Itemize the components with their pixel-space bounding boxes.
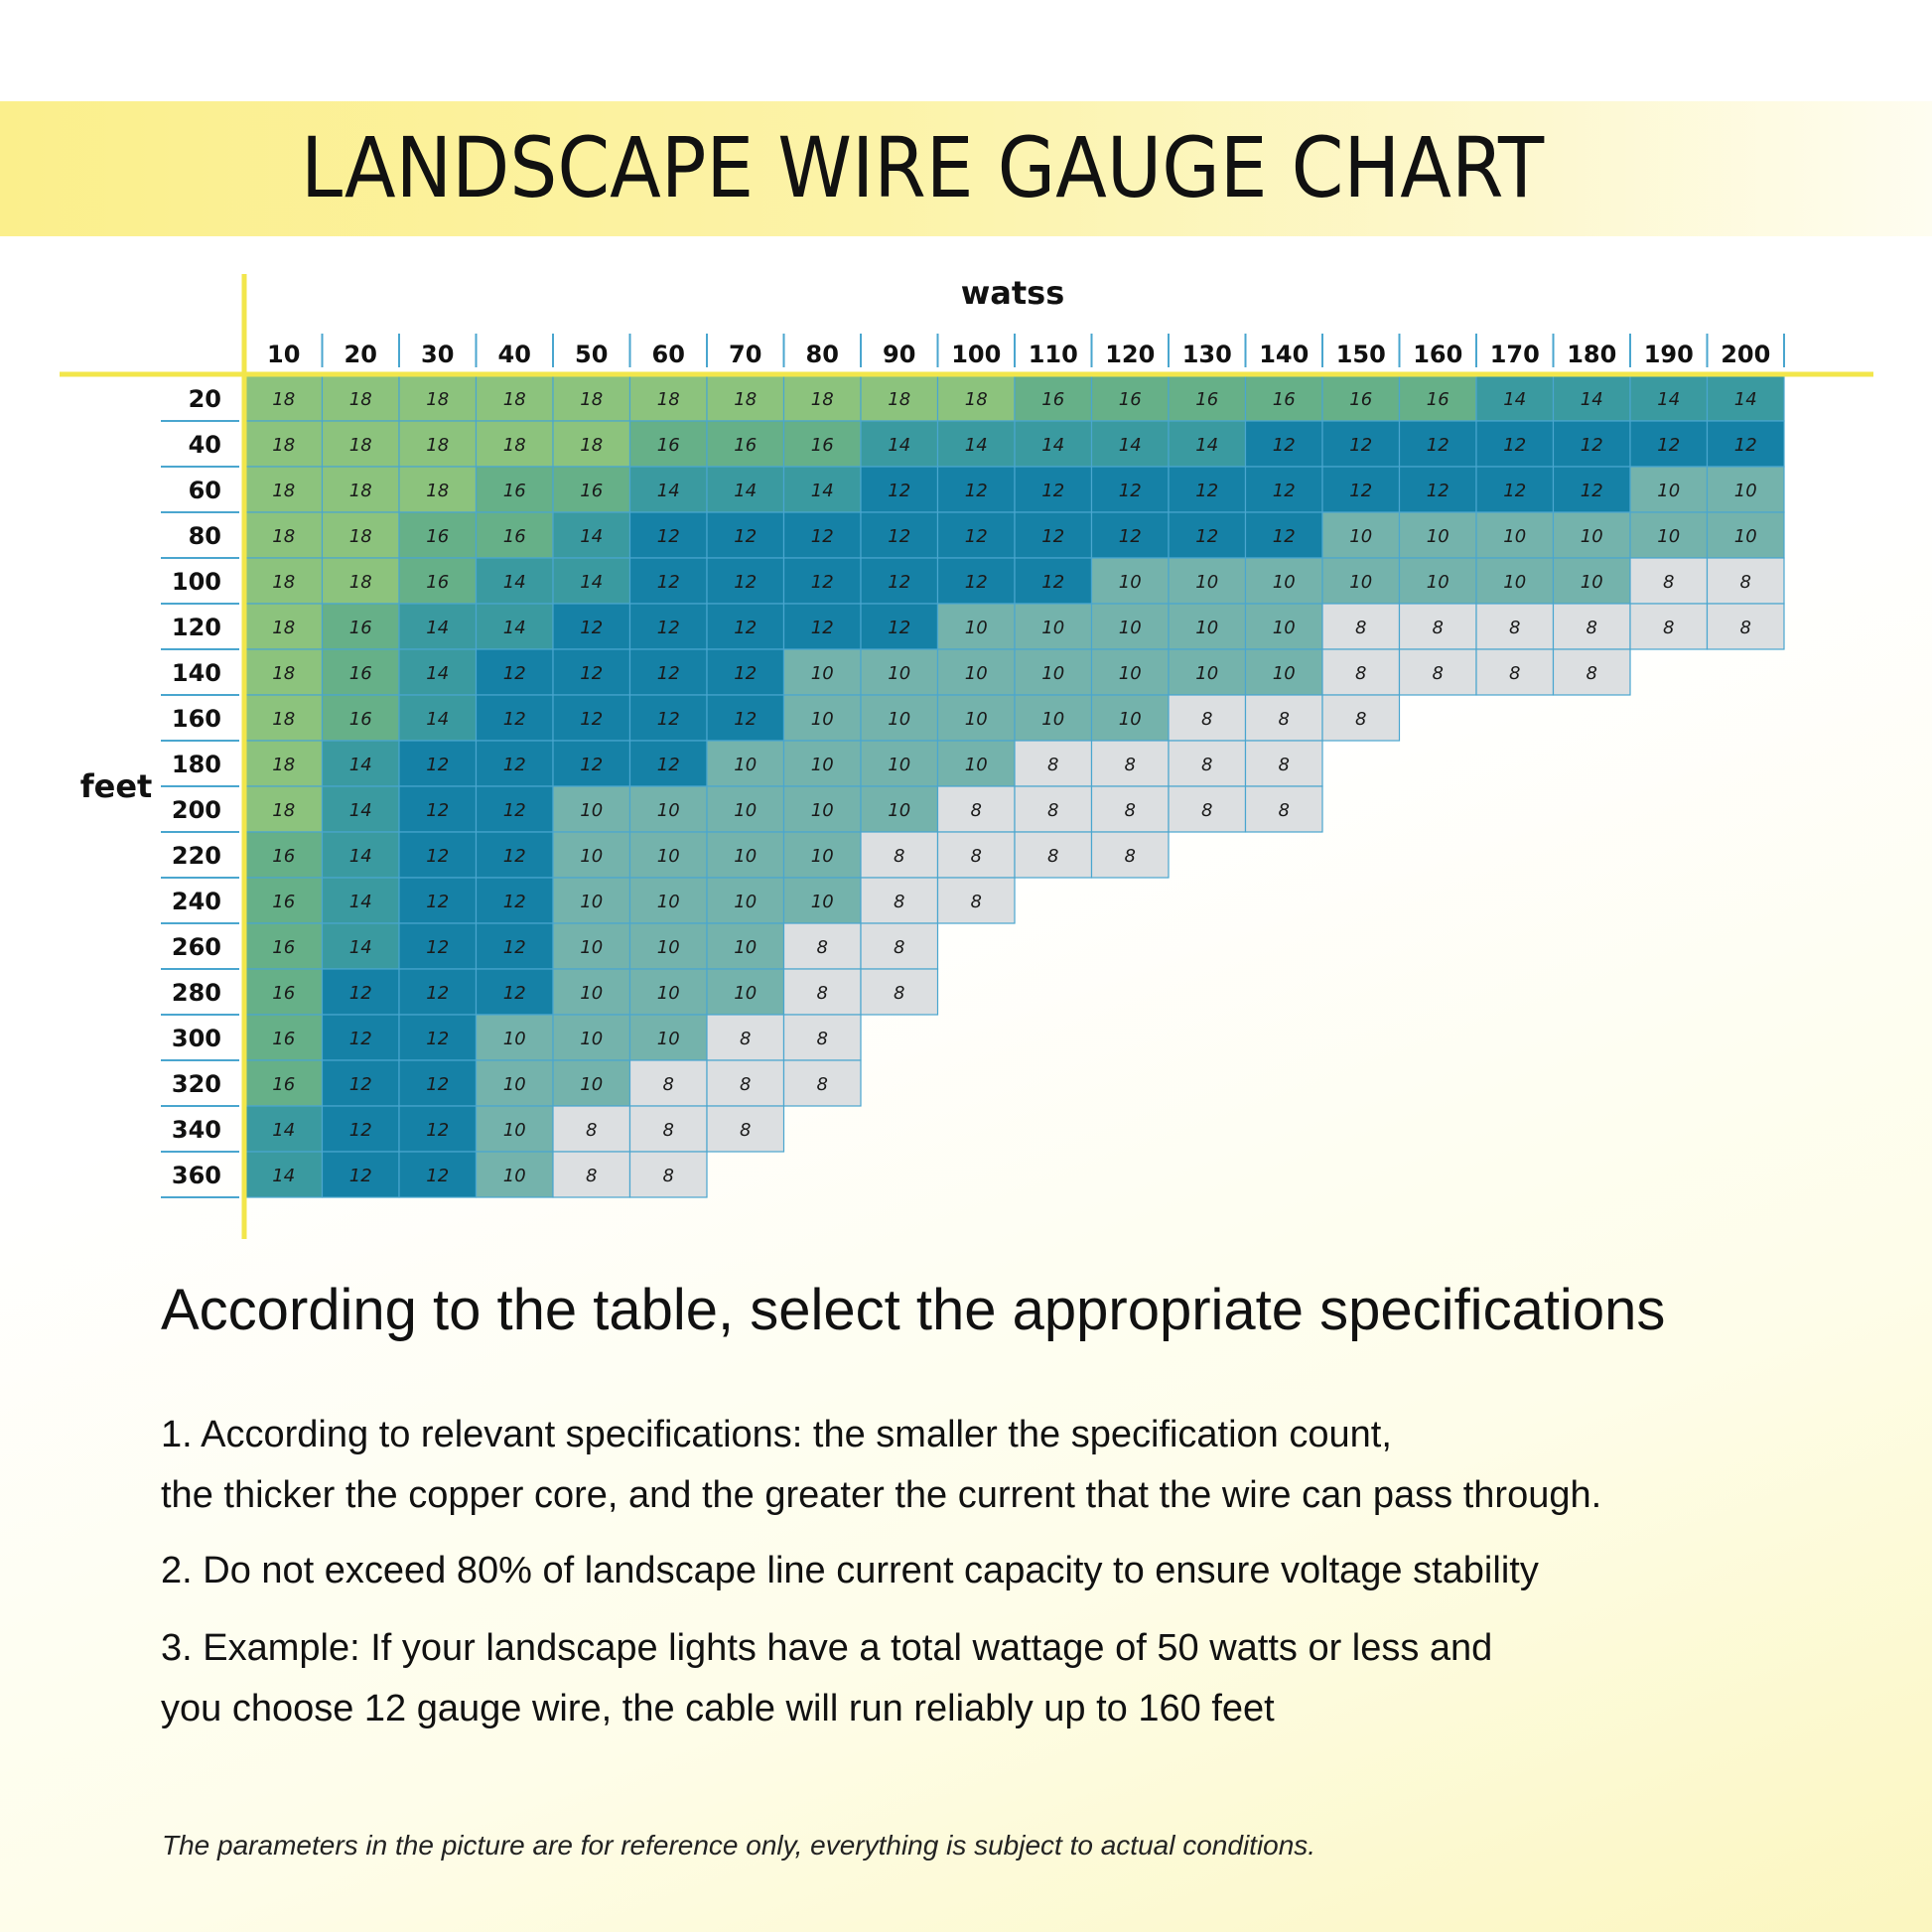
- gauge-cell-value: 12: [348, 1029, 372, 1049]
- gauge-cell-value: 12: [348, 1074, 372, 1095]
- gauge-cell-value: 12: [426, 937, 450, 958]
- gauge-cell-value: 8: [970, 846, 982, 867]
- gauge-cell-value: 16: [502, 526, 526, 547]
- gauge-cell-value: 10: [1657, 526, 1681, 547]
- gauge-cell-value: 12: [426, 983, 450, 1004]
- column-header-watts: 110: [1028, 341, 1078, 368]
- gauge-cell-value: 10: [1118, 663, 1142, 684]
- gauge-cell-value: 8: [662, 1120, 674, 1141]
- gauge-cell-value: 8: [894, 983, 905, 1004]
- gauge-cell-value: 8: [1432, 618, 1444, 638]
- note-3-line-2: you choose 12 gauge wire, the cable will run reliably up to 160 feet: [161, 1688, 1275, 1729]
- gauge-cell-value: 16: [426, 526, 450, 547]
- column-header-watts: 80: [805, 341, 839, 368]
- gauge-cell-value: 8: [1201, 709, 1213, 730]
- gauge-cell-value: 14: [1580, 389, 1603, 410]
- gauge-cell-value: 10: [580, 1029, 604, 1049]
- gauge-cell-value: 18: [502, 389, 526, 410]
- gauge-cell-value: 12: [502, 983, 526, 1004]
- gauge-cell-value: 10: [810, 846, 834, 867]
- row-header-feet: 340: [171, 1116, 221, 1144]
- gauge-cell-value: 10: [734, 800, 758, 821]
- gauge-cell-value: 10: [810, 755, 834, 775]
- gauge-cell-value: 12: [656, 526, 680, 547]
- gauge-cell-value: 14: [1657, 389, 1681, 410]
- gauge-cell-value: 12: [656, 572, 680, 593]
- gauge-cell-value: 8: [816, 937, 828, 958]
- column-header-watts: 130: [1181, 341, 1232, 368]
- gauge-cell-value: 16: [272, 846, 296, 867]
- gauge-cell-value: 8: [1047, 800, 1059, 821]
- gauge-cell-value: 8: [662, 1074, 674, 1095]
- gauge-cell-value: 14: [1195, 435, 1219, 456]
- row-header-feet: 200: [171, 796, 221, 824]
- gauge-cell-value: 10: [888, 709, 911, 730]
- gauge-cell-value: 8: [894, 846, 905, 867]
- gauge-cell-value: 10: [1195, 572, 1219, 593]
- gauge-cell-value: 12: [656, 709, 680, 730]
- gauge-cell-value: 10: [656, 800, 680, 821]
- gauge-cell-value: 18: [580, 389, 604, 410]
- gauge-cell-value: 12: [810, 572, 834, 593]
- gauge-cell-value: 12: [656, 618, 680, 638]
- gauge-cell-value: 10: [810, 709, 834, 730]
- gauge-cell-value: 14: [272, 1120, 296, 1141]
- gauge-cell-value: 10: [502, 1166, 526, 1186]
- gauge-cell-value: 12: [580, 663, 604, 684]
- gauge-cell-value: 12: [734, 618, 758, 638]
- gauge-cell-value: 10: [810, 800, 834, 821]
- gauge-cell-value: 12: [1118, 481, 1142, 501]
- row-header-feet: 80: [188, 522, 221, 550]
- gauge-cell-value: 10: [580, 800, 604, 821]
- gauge-cell-value: 8: [894, 937, 905, 958]
- gauge-cell-value: 12: [1272, 435, 1296, 456]
- gauge-cell-value: 14: [272, 1166, 296, 1186]
- gauge-cell-value: 12: [348, 1120, 372, 1141]
- column-header-watts: 20: [344, 341, 377, 368]
- gauge-cell-value: 10: [734, 755, 758, 775]
- gauge-cell-value: 18: [348, 526, 372, 547]
- gauge-cell-value: 10: [1426, 526, 1449, 547]
- gauge-cell-value: 10: [734, 846, 758, 867]
- gauge-cell-value: 16: [272, 1029, 296, 1049]
- gauge-cell-value: 10: [734, 983, 758, 1004]
- gauge-cell-value: 12: [1041, 572, 1065, 593]
- row-header-feet: 260: [171, 933, 221, 961]
- gauge-cell-value: 12: [580, 618, 604, 638]
- gauge-cell-value: 8: [1047, 755, 1059, 775]
- gauge-cell-value: 18: [272, 755, 296, 775]
- gauge-cell-value: 8: [894, 892, 905, 912]
- gauge-cell-value: 16: [348, 663, 372, 684]
- gauge-cell-value: 8: [740, 1029, 752, 1049]
- gauge-cell-value: 18: [272, 618, 296, 638]
- gauge-cell-value: 10: [580, 937, 604, 958]
- gauge-cell-value: 10: [888, 663, 911, 684]
- note-1-line-1: 1. According to relevant specifications: the smaller the specification count,: [161, 1414, 1392, 1455]
- gauge-cell-value: 12: [1580, 435, 1603, 456]
- gauge-cell-value: 12: [656, 663, 680, 684]
- gauge-cell-value: 10: [1503, 526, 1527, 547]
- column-header-watts: 50: [575, 341, 609, 368]
- gauge-cell-value: 18: [272, 709, 296, 730]
- gauge-cell-value: 10: [1503, 572, 1527, 593]
- gauge-cell-value: 18: [272, 800, 296, 821]
- gauge-cell-value: 8: [1509, 618, 1521, 638]
- gauge-cell-value: 10: [1426, 572, 1449, 593]
- gauge-cell-value: 14: [502, 572, 526, 593]
- gauge-cell-value: 16: [734, 435, 758, 456]
- column-header-watts: 40: [497, 341, 531, 368]
- gauge-cell-value: 14: [348, 800, 372, 821]
- gauge-cell-value: 12: [810, 618, 834, 638]
- gauge-cell-value: 8: [816, 983, 828, 1004]
- gauge-cell-value: 12: [1118, 526, 1142, 547]
- gauge-cell-value: 14: [580, 526, 604, 547]
- gauge-cell-value: 14: [656, 481, 680, 501]
- gauge-cell-value: 14: [348, 755, 372, 775]
- column-header-watts: 140: [1259, 341, 1310, 368]
- gauge-cell-value: 14: [810, 481, 834, 501]
- column-header-watts: 30: [421, 341, 455, 368]
- y-axis-label: feet: [79, 767, 153, 805]
- column-header-watts: 190: [1643, 341, 1694, 368]
- row-header-feet: 160: [171, 705, 221, 733]
- subheading: According to the table, select the appropriate specifications: [161, 1278, 1666, 1342]
- gauge-cell-value: 8: [1663, 572, 1675, 593]
- column-header-watts: 150: [1335, 341, 1386, 368]
- gauge-cell-value: 12: [426, 846, 450, 867]
- gauge-cell-value: 16: [1118, 389, 1142, 410]
- gauge-cell-value: 18: [580, 435, 604, 456]
- gauge-cell-value: 10: [1041, 663, 1065, 684]
- page-title: LANDSCAPE WIRE GAUGE CHART: [301, 119, 1545, 216]
- gauge-cell-value: 16: [348, 709, 372, 730]
- gauge-cell-value: 10: [656, 937, 680, 958]
- footnote: The parameters in the picture are for reference only, everything is subject to actual conditions.: [162, 1830, 1316, 1861]
- gauge-cell-value: 16: [272, 892, 296, 912]
- gauge-cell-value: 10: [1195, 663, 1219, 684]
- gauge-cell-value: 8: [816, 1029, 828, 1049]
- gauge-cell-value: 10: [1580, 572, 1603, 593]
- gauge-cell-value: 12: [426, 800, 450, 821]
- gauge-cell-value: 10: [502, 1120, 526, 1141]
- row-header-feet: 360: [171, 1162, 221, 1189]
- gauge-cell-value: 10: [964, 618, 988, 638]
- gauge-cell-value: 10: [1272, 572, 1296, 593]
- gauge-cell-value: 14: [348, 892, 372, 912]
- gauge-cell-value: 12: [580, 755, 604, 775]
- gauge-cell-value: 12: [888, 526, 911, 547]
- gauge-cell-value: 10: [1580, 526, 1603, 547]
- gauge-cell-value: 14: [1503, 389, 1527, 410]
- gauge-cell-value: 12: [888, 618, 911, 638]
- note-2: 2. Do not exceed 80% of landscape line current capacity to ensure voltage stability: [161, 1550, 1539, 1591]
- column-header-watts: 100: [951, 341, 1002, 368]
- gauge-cell-value: 8: [1278, 800, 1290, 821]
- gauge-cell-value: 18: [348, 389, 372, 410]
- gauge-cell-value: 8: [1355, 618, 1367, 638]
- column-header-watts: 120: [1105, 341, 1156, 368]
- gauge-cell-value: 12: [734, 709, 758, 730]
- gauge-cell-value: 8: [740, 1120, 752, 1141]
- gauge-cell-value: 12: [502, 755, 526, 775]
- gauge-cell-value: 8: [1278, 755, 1290, 775]
- gauge-cell-value: 12: [888, 572, 911, 593]
- gauge-cell-value: 14: [348, 846, 372, 867]
- column-header-watts: 90: [883, 341, 916, 368]
- column-header-watts: 10: [267, 341, 301, 368]
- gauge-cell-value: 10: [734, 937, 758, 958]
- gauge-cell-value: 12: [1195, 481, 1219, 501]
- gauge-cell-value: 12: [426, 1074, 450, 1095]
- note-3-line-1: 3. Example: If your landscape lights have a total wattage of 50 watts or less and: [161, 1627, 1493, 1669]
- gauge-cell-value: 14: [580, 572, 604, 593]
- gauge-cell-value: 16: [1195, 389, 1219, 410]
- gauge-cell-value: 12: [1503, 481, 1527, 501]
- row-header-feet: 240: [171, 888, 221, 915]
- gauge-cell-value: 10: [656, 892, 680, 912]
- gauge-cell-value: 18: [348, 435, 372, 456]
- gauge-cell-value: 8: [1278, 709, 1290, 730]
- gauge-cell-value: 10: [580, 1074, 604, 1095]
- gauge-cell-value: 8: [970, 892, 982, 912]
- gauge-cell-value: 8: [816, 1074, 828, 1095]
- gauge-cell-value: 10: [1195, 618, 1219, 638]
- column-header-watts: 170: [1489, 341, 1540, 368]
- gauge-cell-value: 10: [1349, 526, 1373, 547]
- gauge-cell-value: 16: [502, 481, 526, 501]
- gauge-cell-value: 10: [656, 846, 680, 867]
- gauge-cell-value: 18: [348, 481, 372, 501]
- gauge-cell-value: 14: [348, 937, 372, 958]
- gauge-cell-value: 8: [1586, 618, 1597, 638]
- gauge-cell-value: 12: [1426, 481, 1449, 501]
- gauge-cell-value: 8: [1355, 709, 1367, 730]
- gauge-cell-value: 12: [426, 755, 450, 775]
- gauge-cell-value: 12: [348, 1166, 372, 1186]
- gauge-cell-value: 8: [1124, 846, 1136, 867]
- gauge-cell-value: 16: [1426, 389, 1449, 410]
- gauge-cell-value: 10: [734, 892, 758, 912]
- gauge-cell-value: 12: [1503, 435, 1527, 456]
- gauge-cell-value: 8: [1509, 663, 1521, 684]
- gauge-cell-value: 18: [272, 435, 296, 456]
- gauge-cell-value: 10: [1733, 481, 1757, 501]
- row-header-feet: 180: [171, 751, 221, 778]
- gauge-cell-value: 12: [426, 892, 450, 912]
- row-header-feet: 300: [171, 1025, 221, 1052]
- gauge-cell-value: 8: [1124, 800, 1136, 821]
- gauge-cell-value: 16: [272, 983, 296, 1004]
- gauge-cell-value: 12: [734, 526, 758, 547]
- gauge-cell-value: 18: [272, 481, 296, 501]
- gauge-cell-value: 10: [1272, 663, 1296, 684]
- gauge-cell-value: 10: [964, 663, 988, 684]
- gauge-cell-value: 10: [964, 709, 988, 730]
- gauge-cell-value: 8: [586, 1120, 598, 1141]
- gauge-cell-value: 14: [502, 618, 526, 638]
- gauge-cell-value: 10: [1041, 709, 1065, 730]
- row-header-feet: 40: [188, 431, 221, 459]
- gauge-cell-value: 8: [1663, 618, 1675, 638]
- gauge-cell-value: 16: [1272, 389, 1296, 410]
- gauge-cell-value: 12: [580, 709, 604, 730]
- gauge-cell-value: 12: [502, 892, 526, 912]
- column-header-watts: 60: [651, 341, 685, 368]
- row-header-feet: 60: [188, 477, 221, 504]
- gauge-cell-value: 10: [1118, 709, 1142, 730]
- column-header-watts: 200: [1721, 341, 1771, 368]
- column-header-watts: 160: [1413, 341, 1463, 368]
- gauge-cell-value: 18: [734, 389, 758, 410]
- gauge-cell-value: 12: [888, 481, 911, 501]
- gauge-cell-value: 8: [1432, 663, 1444, 684]
- gauge-cell-value: 10: [580, 983, 604, 1004]
- gauge-cell-value: 12: [1041, 481, 1065, 501]
- gauge-cell-value: 18: [426, 481, 450, 501]
- gauge-cell-value: 12: [502, 846, 526, 867]
- gauge-cell-value: 8: [586, 1166, 598, 1186]
- gauge-cell-value: 12: [656, 755, 680, 775]
- wire-gauge-table: [0, 238, 1932, 1271]
- gauge-cell-value: 14: [426, 663, 450, 684]
- gauge-cell-value: 12: [502, 937, 526, 958]
- gauge-cell-value: 10: [1118, 618, 1142, 638]
- gauge-cell-value: 12: [348, 983, 372, 1004]
- gauge-cell-value: 18: [656, 389, 680, 410]
- gauge-cell-value: 12: [1733, 435, 1757, 456]
- gauge-cell-value: 16: [348, 618, 372, 638]
- gauge-cell-value: 8: [662, 1166, 674, 1186]
- gauge-cell-value: 12: [1657, 435, 1681, 456]
- gauge-cell-value: 10: [656, 983, 680, 1004]
- gauge-cell-value: 10: [656, 1029, 680, 1049]
- column-header-watts: 180: [1567, 341, 1617, 368]
- gauge-cell-value: 14: [1041, 435, 1065, 456]
- gauge-cell-value: 10: [810, 892, 834, 912]
- gauge-cell-value: 10: [1041, 618, 1065, 638]
- gauge-cell-value: 18: [272, 526, 296, 547]
- gauge-cell-value: 18: [502, 435, 526, 456]
- gauge-cell-value: 12: [1041, 526, 1065, 547]
- gauge-cell-value: 10: [1349, 572, 1373, 593]
- gauge-cell-value: 18: [426, 389, 450, 410]
- gauge-cell-value: 10: [502, 1074, 526, 1095]
- gauge-cell-value: 12: [1349, 481, 1373, 501]
- gauge-cell-value: 16: [1041, 389, 1065, 410]
- gauge-cell-value: 12: [502, 800, 526, 821]
- gauge-cell-value: 8: [1201, 755, 1213, 775]
- row-header-feet: 220: [171, 842, 221, 870]
- gauge-cell-value: 16: [810, 435, 834, 456]
- gauge-cell-value: 12: [426, 1029, 450, 1049]
- gauge-cell-value: 10: [502, 1029, 526, 1049]
- gauge-cell-value: 12: [426, 1120, 450, 1141]
- gauge-cell-value: 18: [272, 572, 296, 593]
- gauge-cell-value: 8: [1355, 663, 1367, 684]
- row-header-feet: 20: [188, 385, 221, 413]
- gauge-cell-value: 10: [1272, 618, 1296, 638]
- row-header-feet: 120: [171, 614, 221, 641]
- gauge-cell-value: 18: [426, 435, 450, 456]
- gauge-cell-value: 8: [1739, 618, 1751, 638]
- gauge-cell-value: 12: [1272, 481, 1296, 501]
- note-1-line-2: the thicker the copper core, and the greater the current that the wire can pass through.: [161, 1474, 1602, 1516]
- gauge-cell-value: 14: [964, 435, 988, 456]
- gauge-cell-value: 12: [734, 663, 758, 684]
- gauge-cell-value: 12: [964, 526, 988, 547]
- gauge-cell-value: 14: [734, 481, 758, 501]
- gauge-cell-value: 10: [1657, 481, 1681, 501]
- gauge-cell-value: 12: [502, 709, 526, 730]
- gauge-cell-value: 16: [426, 572, 450, 593]
- gauge-cell-value: 12: [426, 1166, 450, 1186]
- gauge-cell-value: 18: [964, 389, 988, 410]
- gauge-cell-value: 10: [888, 755, 911, 775]
- gauge-cell-value: 8: [1047, 846, 1059, 867]
- gauge-cell-value: 16: [656, 435, 680, 456]
- gauge-cell-value: 12: [734, 572, 758, 593]
- x-axis-label: watss: [960, 274, 1065, 312]
- gauge-cell-value: 16: [272, 937, 296, 958]
- gauge-cell-value: 12: [1195, 526, 1219, 547]
- gauge-cell-value: 18: [272, 389, 296, 410]
- gauge-cell-value: 16: [580, 481, 604, 501]
- gauge-cell-value: 10: [964, 755, 988, 775]
- gauge-cell-value: 18: [888, 389, 911, 410]
- gauge-cell-value: 18: [348, 572, 372, 593]
- gauge-cell-value: 8: [740, 1074, 752, 1095]
- gauge-cell-value: 12: [964, 481, 988, 501]
- gauge-cell-value: 14: [426, 618, 450, 638]
- gauge-cell-value: 14: [888, 435, 911, 456]
- gauge-cell-value: 18: [272, 663, 296, 684]
- gauge-cell-value: 12: [1349, 435, 1373, 456]
- gauge-cell-value: 8: [1201, 800, 1213, 821]
- gauge-cell-value: 14: [1118, 435, 1142, 456]
- column-header-watts: 70: [729, 341, 762, 368]
- gauge-cell-value: 8: [970, 800, 982, 821]
- gauge-cell-value: 12: [502, 663, 526, 684]
- gauge-cell-value: 12: [1426, 435, 1449, 456]
- gauge-cell-value: 12: [964, 572, 988, 593]
- gauge-cell-value: 12: [1580, 481, 1603, 501]
- gauge-cell-value: 10: [580, 892, 604, 912]
- gauge-cell-value: 10: [810, 663, 834, 684]
- gauge-cell-value: 12: [1272, 526, 1296, 547]
- row-header-feet: 320: [171, 1070, 221, 1098]
- gauge-cell-value: 16: [272, 1074, 296, 1095]
- gauge-cell-value: 10: [888, 800, 911, 821]
- row-header-feet: 140: [171, 659, 221, 687]
- gauge-cell-value: 14: [1733, 389, 1757, 410]
- gauge-cell-value: 10: [1118, 572, 1142, 593]
- row-header-feet: 280: [171, 979, 221, 1007]
- gauge-cell-value: 8: [1124, 755, 1136, 775]
- gauge-cell-value: 12: [810, 526, 834, 547]
- row-header-feet: 100: [171, 568, 221, 596]
- gauge-cell-value: 18: [810, 389, 834, 410]
- gauge-cell-value: 14: [426, 709, 450, 730]
- gauge-cell-value: 8: [1586, 663, 1597, 684]
- gauge-cell-value: 16: [1349, 389, 1373, 410]
- gauge-cell-value: 10: [580, 846, 604, 867]
- gauge-cell-value: 10: [1733, 526, 1757, 547]
- gauge-cell-value: 8: [1739, 572, 1751, 593]
